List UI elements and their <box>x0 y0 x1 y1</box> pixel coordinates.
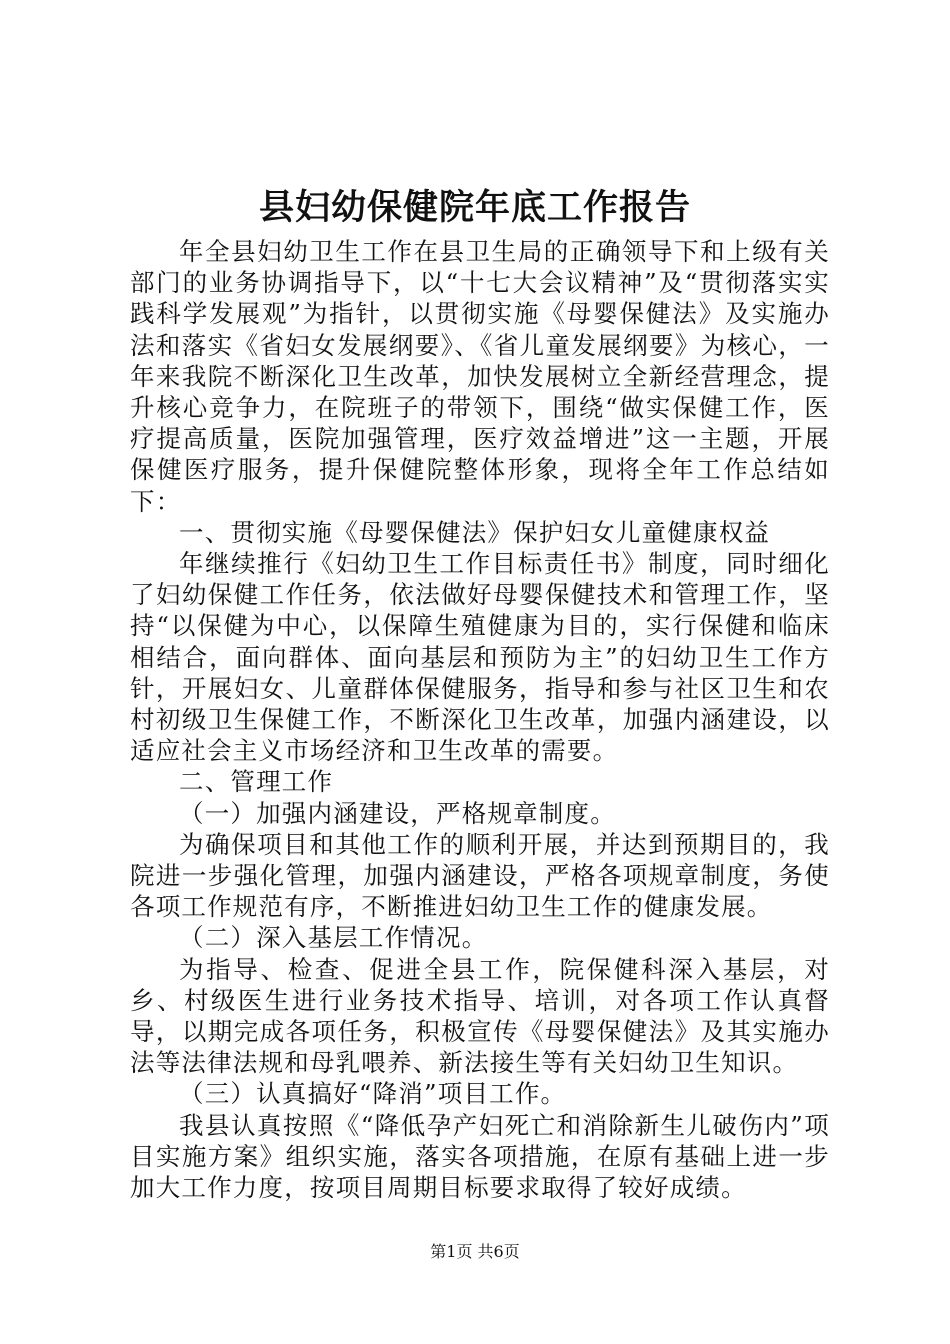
section-heading-2: 二、管理工作 <box>179 767 334 797</box>
section-heading-1: 一、贯彻实施《母婴保健法》保护妇女儿童健康权益 <box>179 517 771 547</box>
subsection-3-paragraph: 我县认真按照《“降低孕产妇死亡和消除新生儿破伤内”项目实施方案》组织实施，落实各项措施，在原有基础上进一步加大工作力度，按项目周期目标要求取得了较好成绩。 <box>130 1110 830 1203</box>
subsection-heading-3: （三）认真搞好“降消”项目工作。 <box>179 1079 567 1109</box>
subsection-1-paragraph: 为确保项目和其他工作的顺利开展，并达到预期目的，我院进一步强化管理，加强内涵建设，严格各项规章制度，务使各项工作规范有序，不断推进妇幼卫生工作的健康发展。 <box>130 829 830 922</box>
subsection-heading-1: （一）加强内涵建设，严格规章制度。 <box>179 798 616 828</box>
intro-paragraph: 年全县妇幼卫生工作在县卫生局的正确领导下和上级有关部门的业务协调指导下，以“十七大会议精神”及“贯彻落实实践科学发展观”为指针，以贯彻实施《母婴保健法》及实施办法和落实《省妇女发展纲要》、《省儿童发展纲要》为核心，一年来我院不断深化卫生改革，加快发展树立全新经营理念，提升核心竞争力，在院班子的带领下，围绕“做实保健工作，医疗提高质量，医院加强管理，医疗效益增进”这一主题，开展保健医疗服务，提升保健院整体形象，现将全年工作总结如下： <box>130 237 830 516</box>
subsection-heading-2: （二）深入基层工作情况。 <box>179 923 488 953</box>
section-1-paragraph: 年继续推行《妇幼卫生工作目标责任书》制度，同时细化了妇幼保健工作任务，依法做好母婴保健技术和管理工作，坚持“以保健为中心，以保障生殖健康为目的，实行保健和临床相结合，面向群体、面向基层和预防为主”的妇幼卫生工作方针，开展妇女、儿童群体保健服务，指导和参与社区卫生和农村初级卫生保健工作，不断深化卫生改革，加强内涵建设，以适应社会主义市场经济和卫生改革的需要。 <box>130 549 830 766</box>
subsection-2-paragraph: 为指导、检查、促进全县工作，院保健科深入基层，对乡、村级医生进行业务技术指导、培训，对各项工作认真督导，以期完成各项任务，积极宣传《母婴保健法》及其实施办法等法律法规和母乳喂养、新法接生等有关妇幼卫生知识。 <box>130 954 830 1078</box>
page-number: 第1页 共6页 <box>430 1242 520 1261</box>
document-body <box>130 236 830 1203</box>
document-title: 县妇幼保健院年底工作报告 <box>258 187 691 228</box>
